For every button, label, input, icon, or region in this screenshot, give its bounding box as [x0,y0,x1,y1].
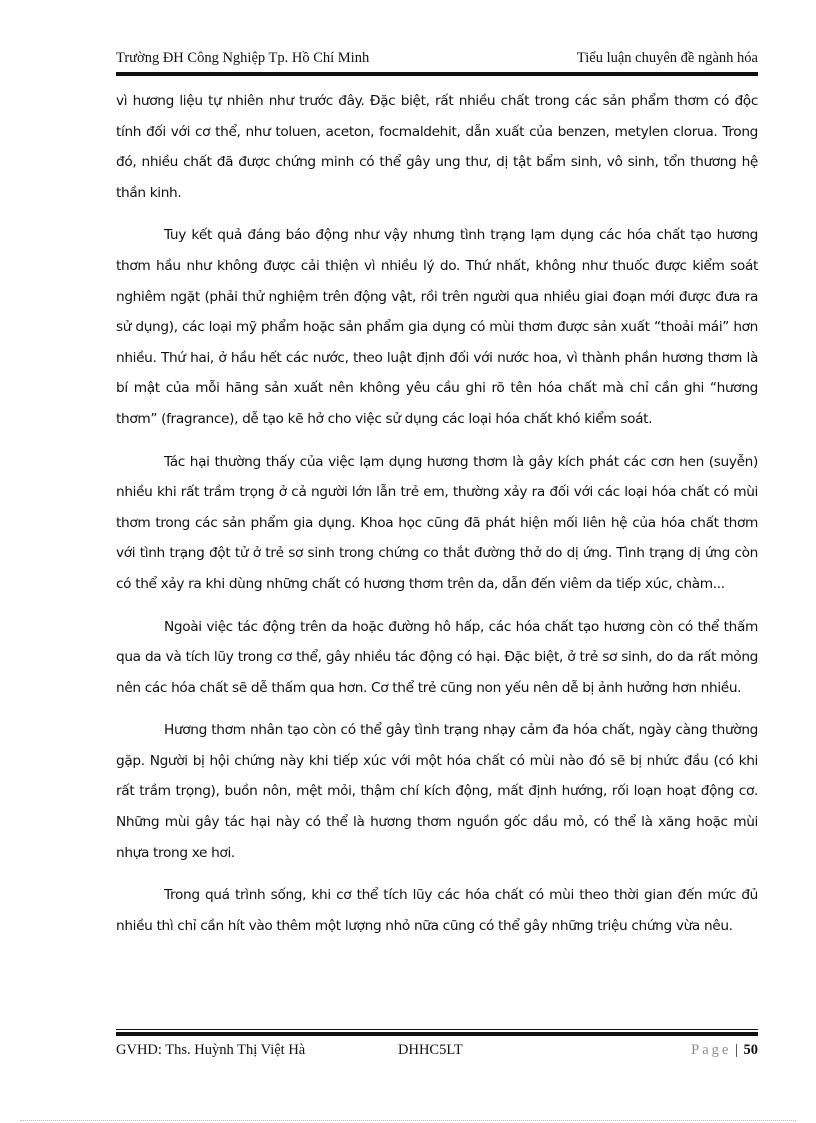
page-header [116,50,758,72]
header-document-title: Tiểu luận chuyên đề ngành hóa [576,50,758,66]
paragraph-4: Ngoài việc tác động trên da hoặc đường hô hấp, các hóa chất tạo hương còn có thể thấm qua da và tích lũy trong cơ thể, gây nhiều tác động có hại. Đặc biệt, ở trẻ sơ sinh, do da rất mỏng nên các hóa chất sẽ dễ thấm qua hơn. Cơ thể trẻ cũng non yếu nên dễ bị ảnh hưởng hơn nhiều. [116,618,758,696]
footer-separator: | [734,1042,738,1058]
page-footer [116,1042,758,1064]
footer-supervisor: GVHD: Ths. Huỳnh Thị Việt Hà [116,1042,306,1058]
footer-page-label: Page [691,1042,732,1058]
footer-page-info [691,1042,758,1059]
footer-class-code: DHHC5LT [398,1042,463,1058]
paragraph-1: vì hương liệu tự nhiên như trước đây. Đặc biệt, rất nhiều chất trong các sản phẩm thơm có độc tính đối với cơ thể, như toluen, aceton, focmaldehit, dẫn xuất của benzen, metylen clorua. Trong đó, nhiều chất đã được chứng minh có thể gây ung thư, dị tật bẩm sinh, vô sinh, tổn thương hệ thần kinh. [116,93,758,201]
header-divider [116,72,758,76]
body-text [116,86,758,953]
paragraph-6: Trong quá trình sống, khi cơ thể tích lũy các hóa chất có mùi theo thời gian đến mức đủ nhiều thì chỉ cần hít vào thêm một lượng nhỏ nữa cũng có thể gây những triệu chứng vừa nêu. [116,887,758,934]
paragraph-2: Tuy kết quả đáng báo động như vậy nhưng tình trạng lạm dụng các hóa chất tạo hương thơm hầu như không được cải thiện vì nhiều lý do. Thứ nhất, không như thuốc được kiểm soát nghiêm ngặt (phải thử nghiệm trên động vật, rồi trên người qua nhiều giai đoạn mới được đưa ra sử dụng), các loại mỹ phẩm hoặc sản phẩm gia dụng có mùi thơm được sản xuất “thoải mái” hơn nhiều. Thứ hai, ở hầu hết các nước, theo luật định đối với nước hoa, vì thành phần hương thơm là bí mật của mỗi hãng sản xuất nên không yêu cầu ghi rõ tên hóa chất mà chỉ cần ghi “hương thơm” (fragrance), dễ tạo kẽ hở cho việc sử dụng các loại hóa chất khó kiểm soát. [116,227,758,427]
header-school-name: Trường ĐH Công Nghiệp Tp. Hồ Chí Minh [116,50,370,66]
footer-page-number: 50 [743,1042,758,1058]
footer-divider [116,1029,758,1036]
paragraph-3: Tác hại thường thấy của việc lạm dụng hương thơm là gây kích phát các cơn hen (suyễn) nhiều khi rất trầm trọng ở cả người lớn lẫn trẻ em, thường xảy ra đối với các loại hóa chất có mùi thơm trong các sản phẩm gia dụng. Khoa học cũng đã phát hiện mối liên hệ của hóa chất thơm với tình trạng đột tử ở trẻ sơ sinh trong chứng co thắt đường thở do dị ứng. Tình trạng dị ứng còn có thể xảy ra khi dùng những chất có hương thơm trên da, dẫn đến viêm da tiếp xúc, chàm... [116,453,758,592]
page-bottom-edge [20,1120,796,1121]
paragraph-5: Hương thơm nhân tạo còn có thể gây tình trạng nhạy cảm đa hóa chất, ngày càng thường gặp. Người bị hội chứng này khi tiếp xúc với một hóa chất có mùi nào đó sẽ bị nhức đầu (có khi rất trầm trọng), buồn nôn, mệt mỏi, thậm chí kích động, mất định hướng, rối loạn hoạt động cơ. Những mùi gây tác hại này có thể là hương thơm nguồn gốc dầu mỏ, có thể là xăng hoặc mùi nhựa trong xe hơi. [116,722,758,861]
